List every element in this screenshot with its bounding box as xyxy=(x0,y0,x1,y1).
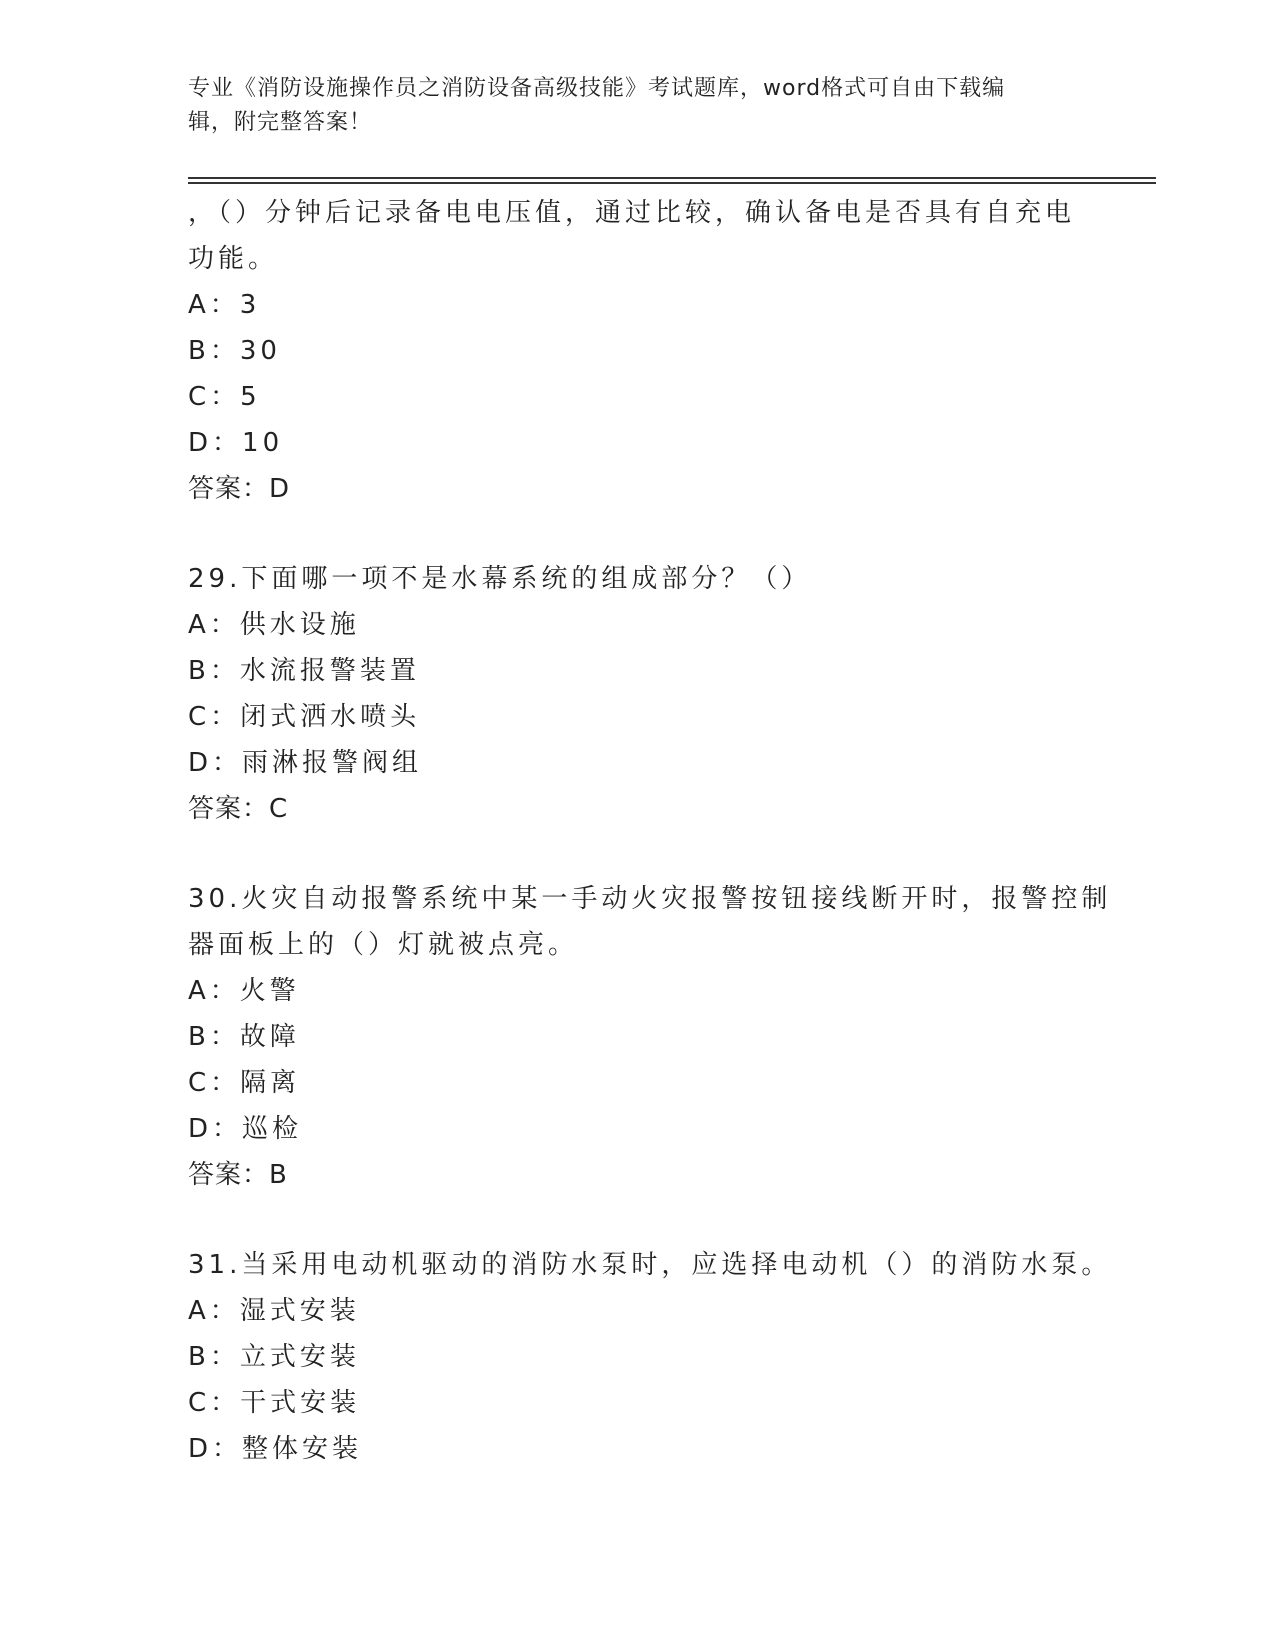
spacer xyxy=(188,1198,1088,1242)
header-line-1: 专业《消防设施操作员之消防设备高级技能》考试题库，word格式可自由下载编 xyxy=(188,76,1006,101)
option-a: A：湿式安装 xyxy=(188,1296,360,1326)
option-c: C：干式安装 xyxy=(188,1388,361,1418)
question-31 xyxy=(188,1242,1112,1472)
option-c: C：隔离 xyxy=(188,1068,301,1098)
option-c: C：闭式洒水喷头 xyxy=(188,702,421,732)
question-list xyxy=(188,190,1112,1472)
header-divider-top xyxy=(188,177,1156,179)
option-d: D：巡检 xyxy=(188,1114,303,1144)
question-stem: 功能。 xyxy=(188,244,279,274)
question-28 xyxy=(188,190,1088,512)
answer-line: 答案：B xyxy=(188,1160,288,1190)
document-header xyxy=(188,72,1068,140)
option-d: D：雨淋报警阀组 xyxy=(188,748,423,778)
option-b: B：故障 xyxy=(188,1022,300,1052)
header-line-2: 辑，附完整答案！ xyxy=(188,110,373,135)
option-a: A：供水设施 xyxy=(188,610,360,640)
answer-line: 答案：C xyxy=(188,794,289,824)
option-a: A：火警 xyxy=(188,976,300,1006)
question-30 xyxy=(188,876,1112,1198)
option-b: B：30 xyxy=(188,336,281,366)
question-stem: 31.当采用电动机驱动的消防水泵时，应选择电动机（）的消防水泵。 xyxy=(188,1250,1112,1280)
question-stem: 器面板上的（）灯就被点亮。 xyxy=(188,930,579,960)
option-d: D：整体安装 xyxy=(188,1434,363,1464)
question-stem: 29.下面哪一项不是水幕系统的组成部分？（） xyxy=(188,564,812,594)
question-stem: 30.火灾自动报警系统中某一手动火灾报警按钮接线断开时，报警控制 xyxy=(188,884,1112,914)
question-stem: ，（）分钟后记录备电电压值，通过比较，确认备电是否具有自充电 xyxy=(188,198,1076,228)
option-b: B：立式安装 xyxy=(188,1342,360,1372)
option-b: B：水流报警装置 xyxy=(188,656,420,686)
spacer xyxy=(188,512,1088,556)
option-a: A：3 xyxy=(188,290,261,320)
answer-line: 答案：D xyxy=(188,474,291,504)
option-d: D：10 xyxy=(188,428,284,458)
question-29 xyxy=(188,556,1088,832)
option-c: C：5 xyxy=(188,382,261,412)
header-divider-bottom xyxy=(188,182,1156,184)
spacer xyxy=(188,832,1088,876)
